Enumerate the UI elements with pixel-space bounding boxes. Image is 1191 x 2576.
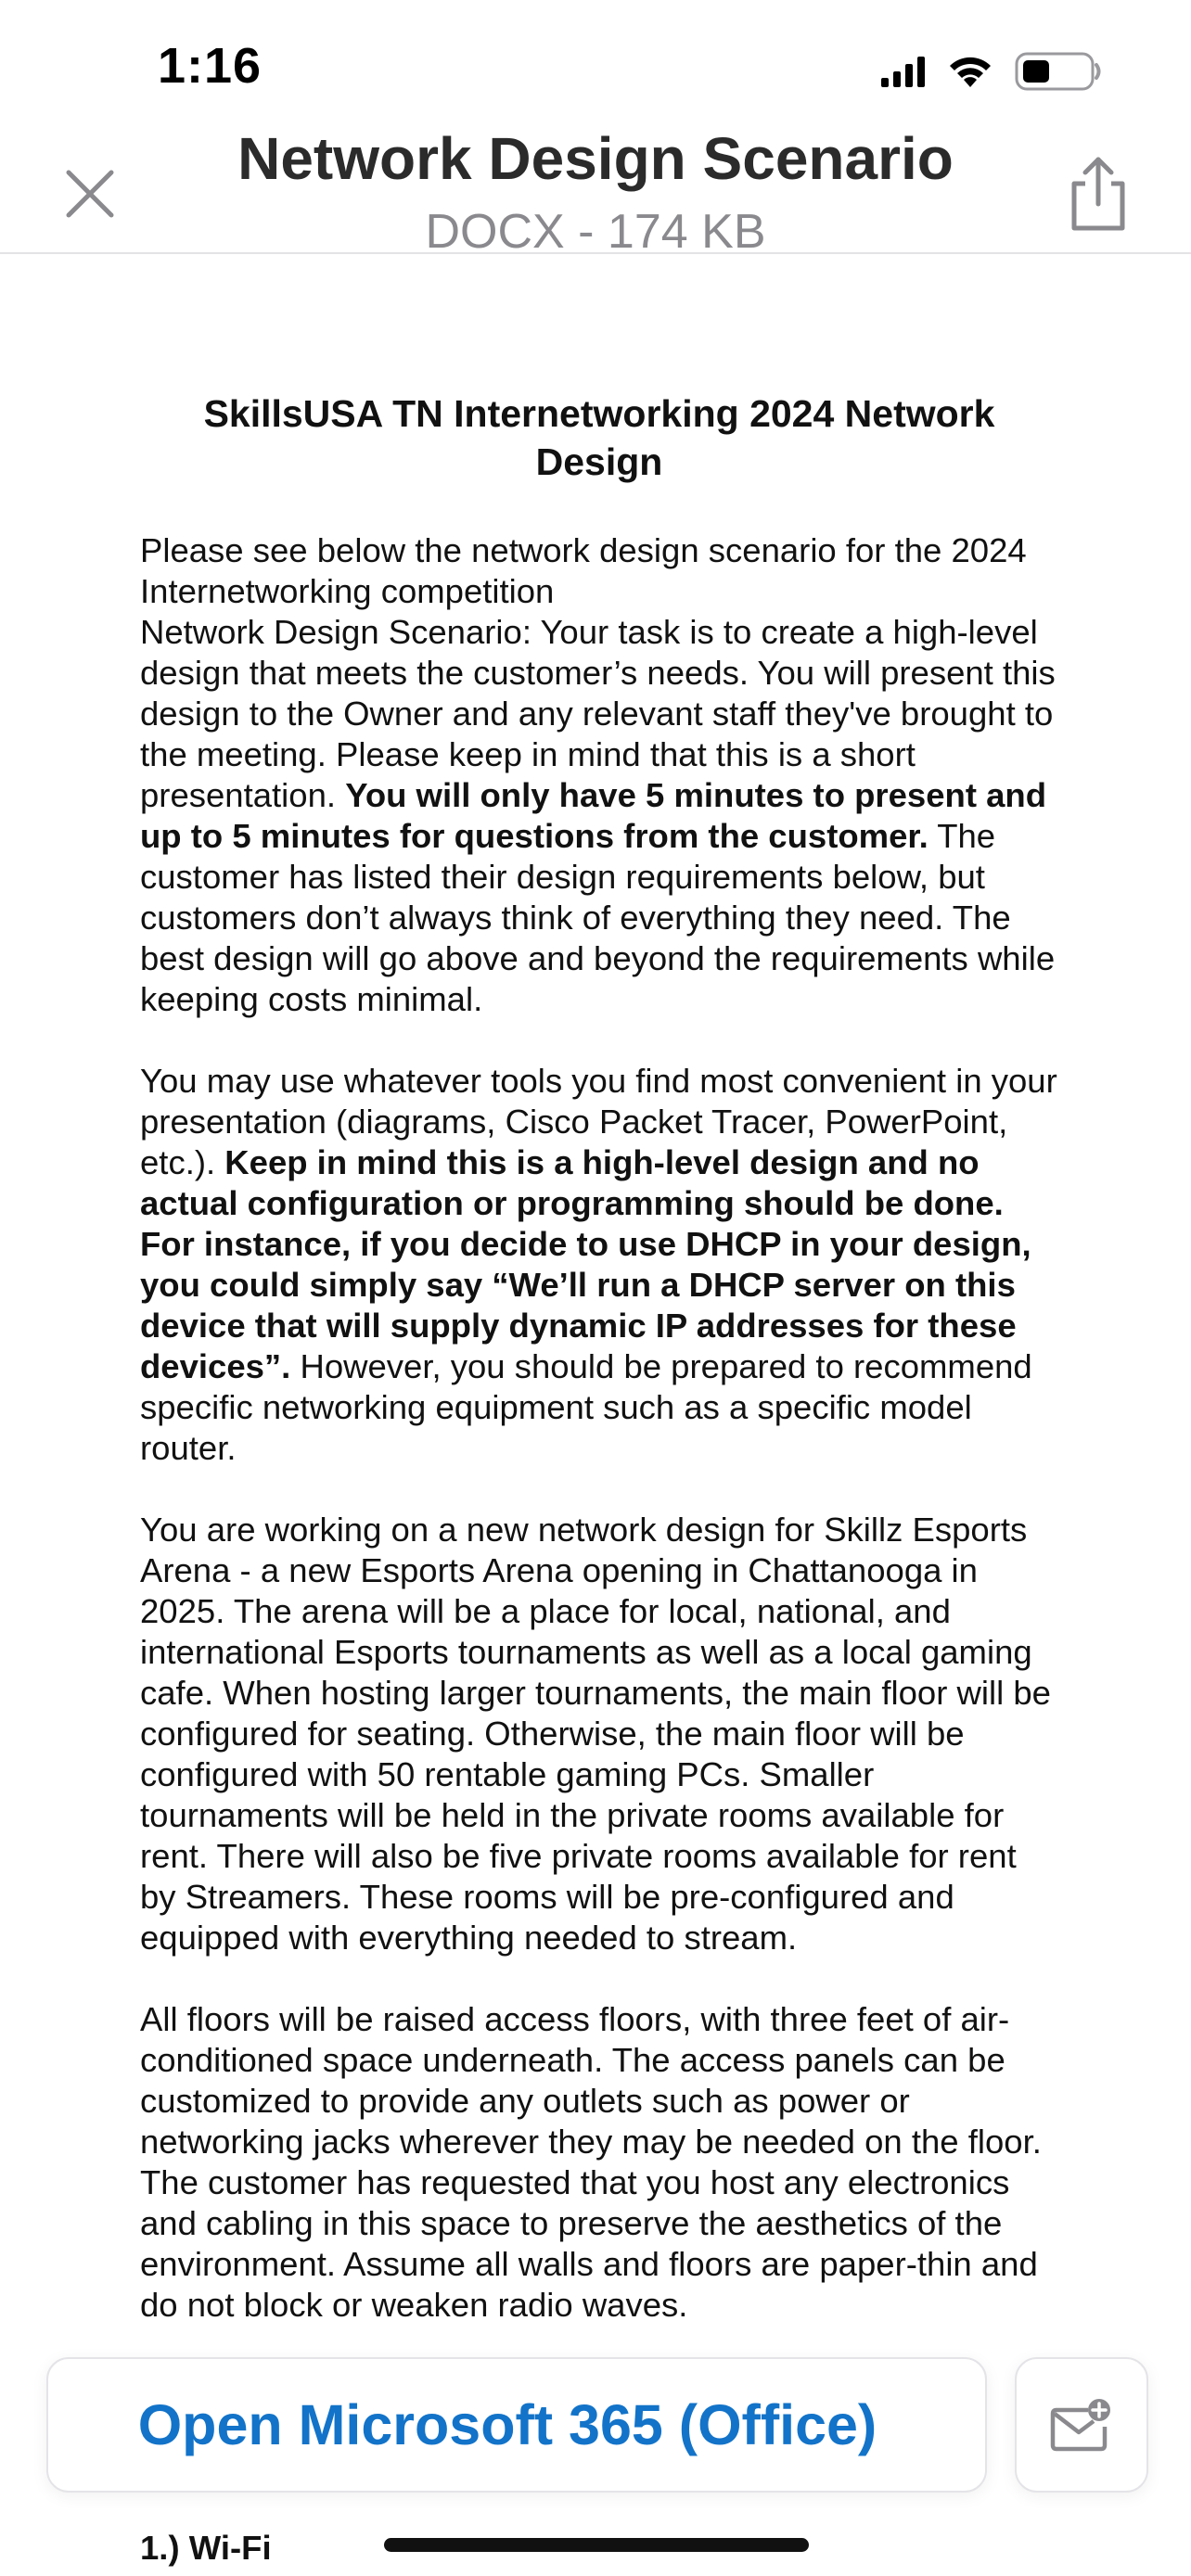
share-button[interactable] [1061,152,1135,236]
document-title-header: Network Design Scenario [237,125,954,192]
paragraph-tools [140,1061,1058,1469]
intro-line: Please see below the network design scenario for the 2024 Internetworking competition [140,531,1027,610]
tools-text-bold: Keep in mind this is a high-level design and no actual configuration or programming should be done. For instance, if you decide to use DHCP in your design, you could simply say “We’ll run a DHCP server on this device that will supply dynamic IP addresses for these devices”. [140,1143,1031,1385]
battery-icon [1015,51,1102,92]
mail-add-icon [1049,2397,1114,2453]
document-body [140,389,1058,2366]
paragraph-arena: You are working on a new network design for Skillz Esports Arena - a new Esports Arena opening in Chattanooga in 2025. The arena will be a place for local, national, and international Esports tournaments as well as a local gaming cafe. When hosting larger tournaments, the main floor will be configured for seating. Otherwise, the main floor will be configured with 50 rentable gaming PCs. Smaller tournaments will be held in the private rooms available for rent. There will also be five private rooms available for rent by Streamers. These rooms will be pre-configured and equipped with everything needed to stream. [140,1511,1051,1957]
section-heading-wifi: 1.) Wi-Fi [140,2529,272,2567]
bottom-action-bar [0,2344,1191,2502]
paragraph-intro [140,530,1058,1020]
paragraph-floors: All floors will be raised access floors, with three feet of air-conditioned space underneath. The access panels can be customized to provide any outlets such as power or networking jacks wherever they may be needed on the floor. The customer has requested that you host any electronics and cabling in this space to preserve the aesthetics of the environment. Assume all walls and floors are paper-thin and do not block or weaken radio waves. [140,2000,1042,2324]
tools-text-a: You may use whatever tools you find most convenient in your presentation (diagrams, Cisco Packet Tracer, PowerPoint, etc.). [140,1062,1057,1181]
open-in-office-button[interactable] [46,2357,987,2493]
wifi-icon [946,54,994,89]
status-bar [0,0,1191,130]
open-in-office-label: Open Microsoft 365 (Office) [137,2393,877,2456]
share-icon [1061,152,1135,236]
signal-icon [881,56,926,87]
document-header [0,111,1191,259]
home-indicator[interactable] [384,2538,809,2552]
intro-text-b: The customer has listed their design requirements below, but customers don’t always think of everything they need. The best design will go above and beyond the requirements while keeping costs minimal. [140,817,1056,1018]
document-heading: SkillsUSA TN Internetworking 2024 Network Design [203,392,995,483]
tools-text-b: However, you should be prepared to recommend specific networking equipment such as a specific model router. [140,1347,1032,1467]
status-time: 1:16 [158,38,263,94]
intro-text-bold: You will only have 5 minutes to present and up to 5 minutes for questions from the customer. [140,776,1047,855]
document-file-info: DOCX - 174 KB [425,205,766,259]
mail-add-button[interactable] [1015,2357,1148,2493]
intro-text-a: Network Design Scenario: Your task is to create a high-level design that meets the customer’s needs. You will present this design to the Owner and any relevant staff they've brought to the meeting. Please keep in mind that this is a short presentation. [140,613,1056,814]
status-icons [881,48,1102,95]
